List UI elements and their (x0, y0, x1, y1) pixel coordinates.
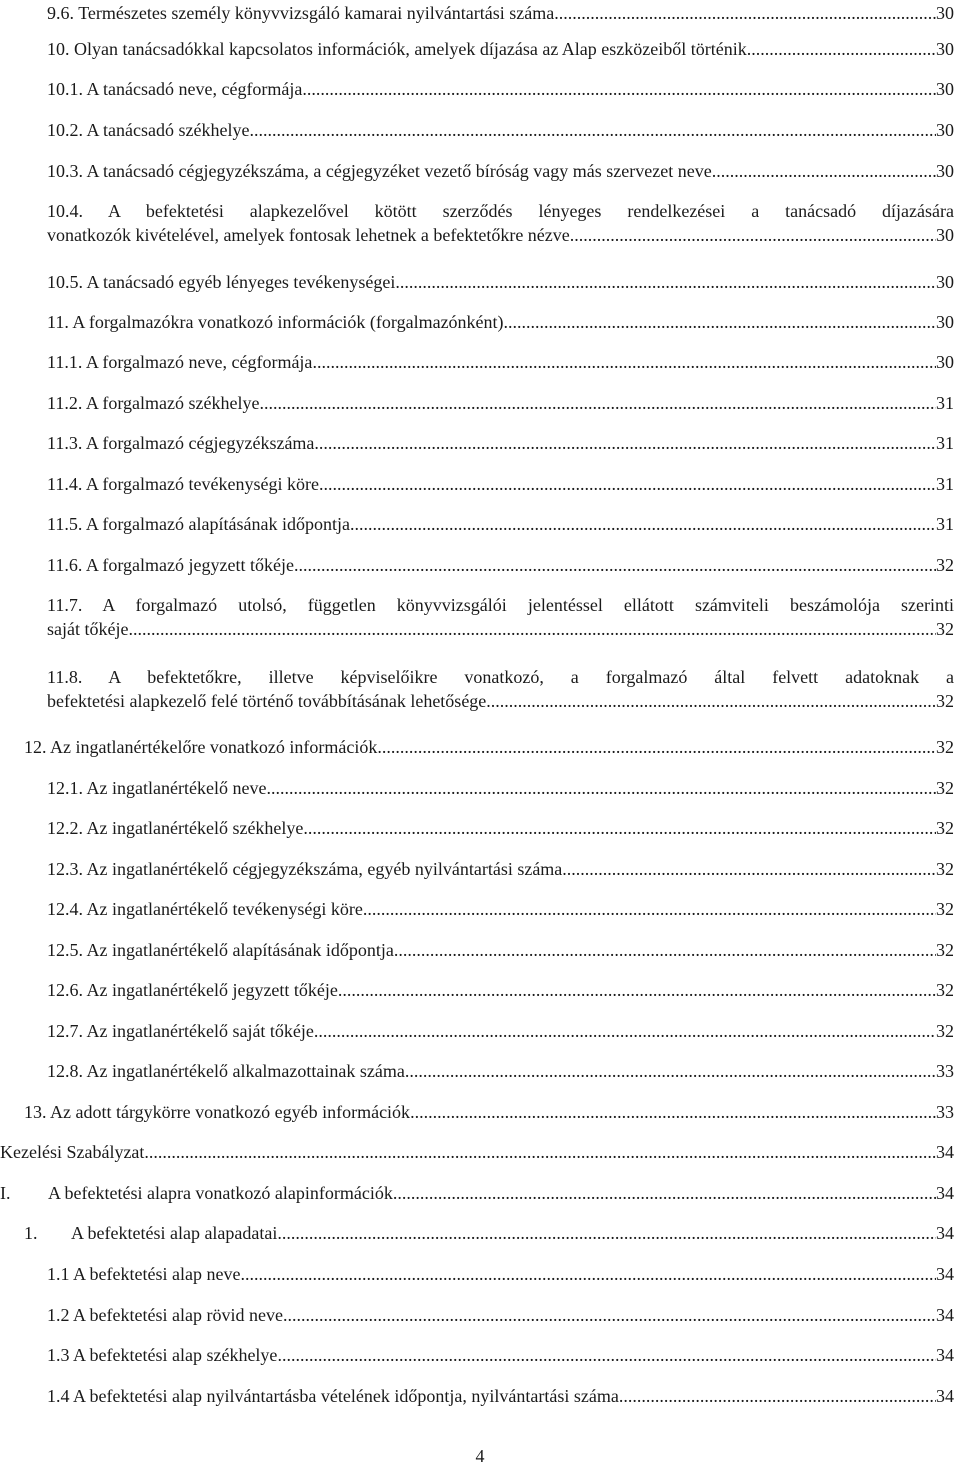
toc-page-number: 32 (936, 940, 954, 960)
leader-dots (395, 270, 936, 294)
toc-entry-title-line2: befektetési alapkezelő felé történő továbbításának lehetősége (47, 691, 487, 711)
toc-entry-title: 1.3 A befektetési alap székhelye (47, 1345, 278, 1365)
toc-entry-title: 12.7. Az ingatlanértékelő saját tőkéje (47, 1021, 314, 1041)
leader-dots (394, 938, 936, 962)
toc-entry-1-2[interactable] (47, 1303, 954, 1327)
leader-dots (319, 472, 936, 496)
toc-entry-11[interactable] (47, 310, 954, 334)
toc-entry-title-line1: 11.7. A forgalmazó utolsó, független könyvvizsgálói jelentéssel ellátott számviteli beszámolója szerinti (47, 595, 954, 615)
leader-dots (350, 512, 936, 536)
toc-page-number: 32 (936, 778, 954, 798)
leader-dots (314, 1019, 936, 1043)
toc-page-number: 32 (936, 555, 954, 575)
leader-dots (410, 1100, 936, 1124)
leader-dots (302, 77, 936, 101)
toc-entry-title: 12.5. Az ingatlanértékelő alapításának időpontja (47, 940, 394, 960)
toc-page-number: 34 (936, 1223, 954, 1243)
leader-dots (240, 1262, 936, 1286)
toc-page-number: 30 (936, 39, 954, 59)
toc-page-number: 30 (936, 3, 954, 23)
toc-page-number: 32 (936, 1021, 954, 1041)
leader-dots (486, 689, 936, 713)
leader-dots (144, 1140, 936, 1164)
toc-entry-title: 1.2 A befektetési alap rövid neve (47, 1305, 283, 1325)
toc-entry-1-4[interactable] (47, 1384, 954, 1408)
toc-entry-title: 11.2. A forgalmazó székhelye (47, 393, 260, 413)
toc-entry-11-6[interactable] (47, 553, 954, 577)
toc-page-number: 30 (936, 161, 954, 181)
toc-entry-11-7[interactable] (47, 593, 954, 641)
toc-entry-9-6[interactable] (47, 1, 954, 25)
toc-entry-title: 1.4 A befektetési alap nyilvántartásba vételének időpontja, nyilvántartási száma (47, 1386, 619, 1406)
toc-entry-10[interactable] (47, 37, 954, 61)
toc-entry-12-4[interactable] (47, 897, 954, 921)
toc-entry-title: 12.2. Az ingatlanértékelő székhelye (47, 818, 304, 838)
toc-page-number: 33 (936, 1102, 954, 1122)
toc-entry-12-7[interactable] (47, 1019, 954, 1043)
toc-entry-title: 11.1. A forgalmazó neve, cégformája (47, 352, 313, 372)
toc-entry-11-3[interactable] (47, 431, 954, 455)
leader-dots (294, 553, 936, 577)
toc-entry-title: 12.1. Az ingatlanértékelő neve (47, 778, 267, 798)
toc-page-number: 31 (936, 474, 954, 494)
toc-page-number: 30 (936, 272, 954, 292)
toc-page-number: 30 (936, 352, 954, 372)
leader-dots (314, 431, 936, 455)
toc-page-number: 34 (936, 1386, 954, 1406)
toc-entry-11-8[interactable] (47, 665, 954, 713)
leader-dots (377, 735, 936, 759)
leader-dots (338, 978, 936, 1002)
toc-entry-title: 1. A befektetési alap alapadatai (24, 1223, 278, 1243)
toc-page-number: 30 (936, 225, 954, 245)
toc-entry-11-5[interactable] (47, 512, 954, 536)
toc-entry-12-6[interactable] (47, 978, 954, 1002)
leader-dots (128, 617, 936, 641)
leader-dots (363, 897, 936, 921)
toc-page-number: 30 (936, 312, 954, 332)
toc-entry-11-1[interactable] (47, 350, 954, 374)
leader-dots (266, 776, 936, 800)
toc-page-number: 34 (936, 1183, 954, 1203)
toc-entry-title: 12.4. Az ingatlanértékelő tevékenységi köre (47, 899, 363, 919)
toc-entry-I[interactable] (0, 1181, 954, 1205)
leader-dots (570, 223, 936, 247)
leader-dots (562, 857, 936, 881)
toc-page-number: 34 (936, 1264, 954, 1284)
leader-dots (277, 1221, 936, 1245)
toc-entry-12-3[interactable] (47, 857, 954, 881)
toc-page-number: 34 (936, 1345, 954, 1365)
toc-entry-title: 10.1. A tanácsadó neve, cégformája (47, 79, 303, 99)
toc-entry-title: 11.6. A forgalmazó jegyzett tőkéje (47, 555, 294, 575)
toc-page-number: 32 (936, 619, 954, 639)
toc-entry-12-8[interactable] (47, 1059, 954, 1083)
toc-entry-title-line1: 10.4. A befektetési alapkezelővel kötött szerződés lényeges rendelkezései a tanácsadó díjazására (47, 201, 954, 221)
toc-page-number: 32 (936, 899, 954, 919)
toc-entry-title: 12.8. Az ingatlanértékelő alkalmazottainak száma (47, 1061, 405, 1081)
toc-entry-10-3[interactable] (47, 159, 954, 183)
toc-entry-kezelesi-szabalyzat[interactable] (0, 1140, 954, 1164)
leader-dots (259, 391, 936, 415)
leader-dots (712, 159, 936, 183)
toc-entry-title-line2: vonatkozók kivételével, amelyek fontosak lehetnek a befektetőkre nézve (47, 225, 570, 245)
toc-entry-title: 12.6. Az ingatlanértékelő jegyzett tőkéje (47, 980, 338, 1000)
page-number: 4 (475, 1446, 485, 1466)
toc-entry-11-4[interactable] (47, 472, 954, 496)
toc-entry-title: 10.5. A tanácsadó egyéb lényeges tevékenységei (47, 272, 396, 292)
toc-entry-12-1[interactable] (47, 776, 954, 800)
toc-page-number: 32 (936, 737, 954, 757)
toc-page-number: 31 (936, 433, 954, 453)
toc-entry-title: 10.2. A tanácsadó székhelye (47, 120, 250, 140)
leader-dots (747, 37, 936, 61)
leader-dots (303, 816, 936, 840)
leader-dots (249, 118, 936, 142)
toc-entry-title: 13. Az adott tárgykörre vonatkozó egyéb információk (24, 1102, 411, 1122)
toc-entry-title: Kezelési Szabályzat (0, 1142, 145, 1162)
toc-entry-title-line2: saját tőkéje (47, 619, 129, 639)
leader-dots (554, 1, 936, 25)
toc-entry-11-2[interactable] (47, 391, 954, 415)
toc-entry-title: 12. Az ingatlanértékelőre vonatkozó információk (24, 737, 378, 757)
toc-entry-title: 11. A forgalmazókra vonatkozó információk (forgalmazónként) (47, 312, 504, 332)
toc-entry-10-2[interactable] (47, 118, 954, 142)
leader-dots (619, 1384, 936, 1408)
toc-entry-12-5[interactable] (47, 938, 954, 962)
toc-entry-13[interactable] (24, 1100, 954, 1124)
toc-entry-title: I. A befektetési alapra vonatkozó alapinformációk (0, 1183, 393, 1203)
toc-entry-1-3[interactable] (47, 1343, 954, 1367)
toc-entry-1-1[interactable] (47, 1262, 954, 1286)
leader-dots (277, 1343, 936, 1367)
toc-page-number: 34 (936, 1142, 954, 1162)
toc-page-number: 32 (936, 691, 954, 711)
toc-entry-10-4[interactable] (47, 199, 954, 247)
toc-page-number: 30 (936, 79, 954, 99)
toc-page-number: 32 (936, 818, 954, 838)
toc-entry-title: 10. Olyan tanácsadókkal kapcsolatos információk, amelyek díjazása az Alap eszközeiből történik (47, 39, 747, 59)
toc-entry-title: 12.3. Az ingatlanértékelő cégjegyzékszáma, egyéb nyilvántartási száma (47, 859, 563, 879)
leader-dots (393, 1181, 936, 1205)
toc-page-number: 30 (936, 120, 954, 140)
toc-entry-title: 11.4. A forgalmazó tevékenységi köre (47, 474, 319, 494)
toc-entry-title: 10.3. A tanácsadó cégjegyzékszáma, a cégjegyzéket vezető bíróság vagy más szervezet neve (47, 161, 712, 181)
toc-page-number: 34 (936, 1305, 954, 1325)
toc-entry-title: 9.6. Természetes személy könyvvizsgáló kamarai nyilvántartási száma (47, 3, 555, 23)
toc-entry-10-5[interactable] (47, 270, 954, 294)
leader-dots (504, 310, 936, 334)
toc-entry-1[interactable] (24, 1221, 954, 1245)
toc-entry-12-2[interactable] (47, 816, 954, 840)
toc-page-number: 31 (936, 514, 954, 534)
toc-entry-12[interactable] (24, 735, 954, 759)
toc-entry-title: 11.3. A forgalmazó cégjegyzékszáma (47, 433, 315, 453)
leader-dots (283, 1303, 936, 1327)
toc-page-number: 32 (936, 859, 954, 879)
leader-dots (405, 1059, 936, 1083)
toc-page-number: 31 (936, 393, 954, 413)
toc-entry-10-1[interactable] (47, 77, 954, 101)
toc-page-number: 33 (936, 1061, 954, 1081)
leader-dots (312, 350, 936, 374)
toc-page-number: 32 (936, 980, 954, 1000)
toc-entry-title: 11.5. A forgalmazó alapításának időpontja (47, 514, 350, 534)
toc-entry-title: 1.1 A befektetési alap neve (47, 1264, 241, 1284)
toc-entry-title-line1: 11.8. A befektetőkre, illetve képviselőikre vonatkozó, a forgalmazó által felvett adatoknak a (47, 667, 954, 687)
